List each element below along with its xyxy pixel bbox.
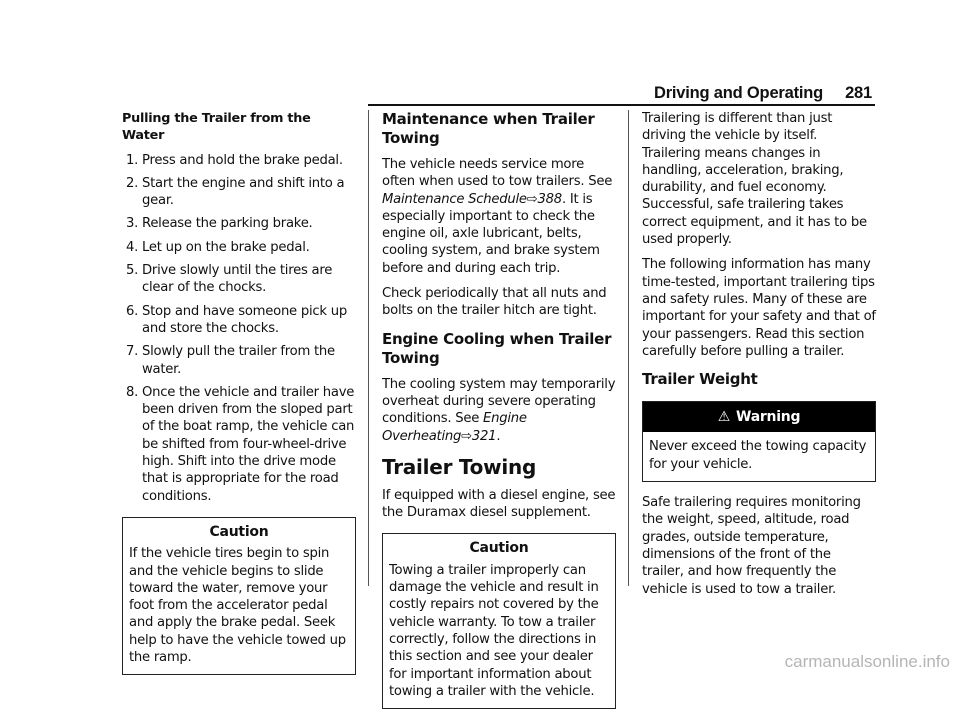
maintenance-paragraph [382,156,616,277]
watermark: carmanualsonline.info [784,652,950,671]
text: . It is especially important to check the engine oil, axle lubricant, belts, cooling system, and brake system before and during each trip. [382,191,600,276]
step-number: 2. [126,175,139,191]
steps-list [122,152,356,505]
maintenance-schedule-link[interactable]: Maintenance Schedule [382,191,527,207]
caution-box [122,517,356,675]
trailering-paragraph: Trailering is different than just driving the vehicle by itself. Trailering means changes in handling, acceleration, braking, durability, and fuel economy. Successful, safe trailering takes correct equipment, and it has to be used properly. [642,111,867,248]
step-text: Press and hold the brake pedal. [142,152,343,168]
page-reference[interactable]: 388 [537,191,562,207]
text: . [496,428,501,444]
tips-paragraph: The following information has many time-tested, important trailering tips and safety rules. Many of these are important for your safety and that of your passengers. Read this section carefully before pulling a trailer. [642,257,876,359]
safe-trailering-paragraph: Safe trailering requires monitoring the weight, speed, altitude, road grades, outside temperature, dimensions of the front of the trailer, and how frequently the vehicle is used to tow a trailer. [642,495,861,597]
text: The vehicle needs service more often when used to tow trailers. See [382,157,613,190]
reference-arrow-icon: ⇨ [526,191,538,207]
list-item [122,384,356,505]
warning-title-bar [643,402,875,432]
pulling-trailer-heading: Pulling the Trailer from the Water [122,111,311,144]
page-header [654,84,872,103]
caution-box [382,533,616,709]
diesel-paragraph: If equipped with a diesel engine, see the Duramax diesel supplement. [382,487,616,521]
column-divider-1 [368,110,369,586]
step-text: Stop and have someone pick up and store the chocks. [142,303,347,336]
caution-title: Caution [469,540,529,557]
page-reference[interactable]: 321 [471,428,497,444]
step-number: 8. [126,384,139,400]
step-text: Release the parking brake. [142,216,313,232]
header-rule [368,104,875,106]
list-item [122,239,356,256]
list-item [122,175,356,210]
list-item [122,303,356,338]
column-1 [122,110,356,687]
section-title: Driving and Operating [653,84,824,102]
trailer-weight-heading: Trailer Weight [642,370,758,389]
caution-body: If the vehicle tires begin to spin and the vehicle begins to slide toward the water, remove your foot from the accelerator pedal and apply the brake pedal. Seek help to have the vehicle towed up the ramp. [129,546,346,666]
step-text: Start the engine and shift into a gear. [142,175,345,209]
warning-box [642,401,876,482]
warning-title: Warning [736,409,801,426]
hitch-paragraph: Check periodically that all nuts and bolts on the trailer hitch are tight. [382,286,607,319]
engine-overheating-link[interactable]: Engine Overheating [382,411,527,444]
text: The cooling system may temporarily overheat during severe operating conditions. See [382,376,616,427]
step-number: 5. [126,263,139,279]
step-number: 3. [126,216,139,232]
step-number: 1. [126,152,139,168]
list-item [122,262,356,297]
trailer-towing-heading: Trailer Towing [382,454,537,479]
step-text: Slowly pull the trailer from the water. [142,344,335,377]
cooling-paragraph [382,376,616,445]
step-number: 4. [126,239,139,255]
cooling-heading: Engine Cooling when Trailer Towing [382,329,612,367]
warning-body: Never exceed the towing capacity for your vehicle. [649,439,867,472]
step-text: Drive slowly until the tires are clear of the chocks. [142,263,333,296]
warning-triangle-icon: ⚠ [717,409,730,426]
column-2 [382,110,616,721]
maintenance-heading: Maintenance when Trailer Towing [382,110,595,147]
step-text: Let up on the brake pedal. [142,239,310,255]
list-item [122,343,356,378]
caution-body: Towing a trailer improperly can damage the vehicle and result in costly repairs not covered by the vehicle warranty. To tow a trailer correctly, follow the directions in this section and see your dealer for important information about towing a trailer with the vehicle. [389,562,599,699]
caution-title: Caution [209,523,269,540]
list-item [122,152,356,169]
column-divider-2 [628,110,629,586]
column-3 [642,110,876,606]
list-item [122,215,356,232]
step-text: Once the vehicle and trailer have been driven from the sloped part of the boat ramp, the vehicle can be shifted from four-wheel-drive high. Shift into the drive mode that is appropriate for the road conditions. [142,384,355,504]
step-number: 6. [126,303,139,319]
reference-arrow-icon: ⇨ [461,428,472,444]
page-number: 281 [845,84,872,102]
step-number: 7. [126,344,139,360]
